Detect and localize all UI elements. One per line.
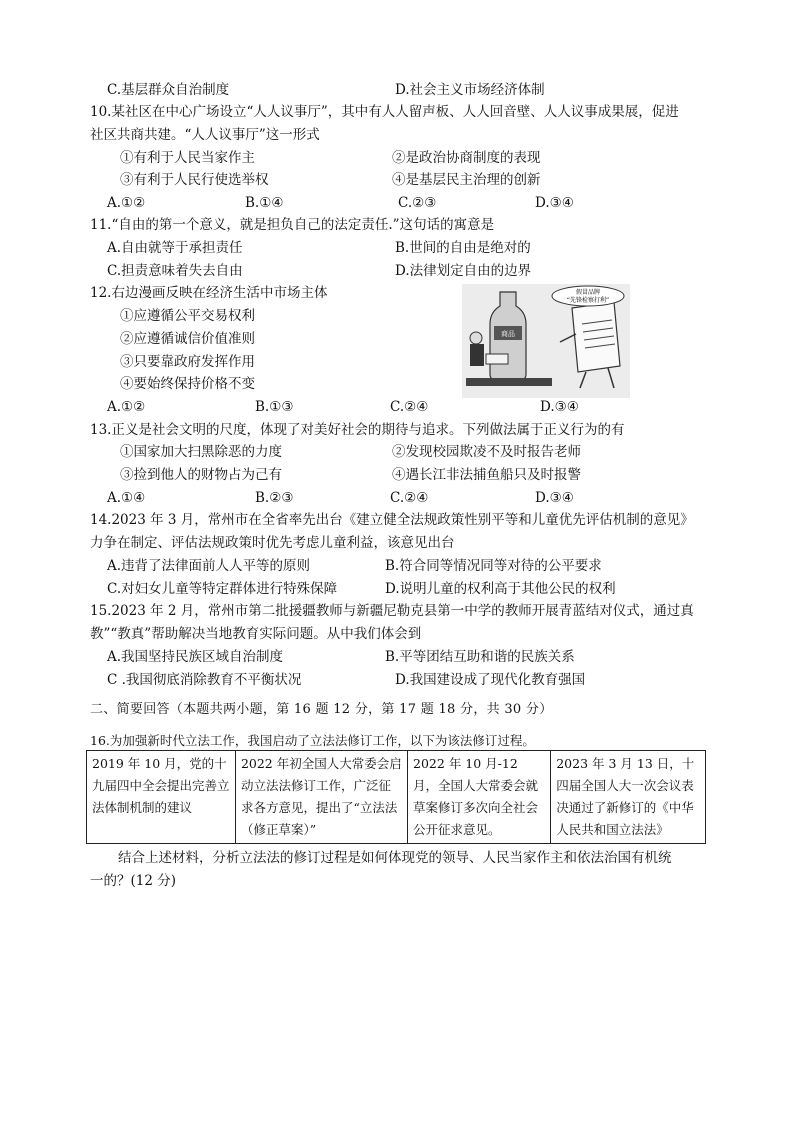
q13-statement-3: ③捡到他人的财物占为己有 — [120, 467, 282, 483]
q10-option-c: C.②③ — [398, 195, 437, 211]
q12-statement-2: ②应遵循诚信价值准则 — [120, 331, 255, 347]
q15-stem-line1: 15.2023 年 2 月，常州市第二批援疆教师与新疆尼勒克县第一中学的教师开展青蓝结对仪式，通过真 — [90, 603, 694, 619]
q13-statement-2: ②发现校园欺凌不及时报告老师 — [392, 444, 581, 460]
q10-statement-3: ③有利于人民行使选举权 — [120, 172, 269, 188]
q10-statement-1: ①有利于人民当家作主 — [120, 150, 255, 166]
section-2-heading: 二、简要回答（本题共两小题，第 16 题 12 分，第 17 题 18 分，共 30 分） — [90, 702, 553, 717]
q12-option-d: D.③④ — [540, 399, 579, 415]
q13-statement-1: ①国家加大扫黑除恶的力度 — [120, 444, 282, 460]
q16-cell-2022-early: 2022 年初全国人大常委会启动立法法修订工作，广泛征求各方意见，提出了“立法法（修正草案）” — [235, 751, 407, 844]
q16-question-line1: 结合上述材料，分析立法法的修订过程是如何体现党的领导、人民当家作主和依法治国有机统 — [118, 850, 672, 866]
q12-statement-1: ①应遵循公平交易权利 — [120, 308, 255, 324]
q13-stem: 13.正义是社会文明的尺度，体现了对美好社会的期待与追求。下列做法属于正义行为的有 — [90, 422, 625, 438]
q11-option-c: C.担责意味着失去自由 — [107, 263, 243, 279]
q16-cell-2023: 2023 年 3 月 13 日，十四届全国人大一次会议表决通过了新修订的《中华人民共和国立法法》 — [551, 751, 706, 844]
q10-stem-line1: 10.某社区在中心广场设立“人人议事厅”，其中有人人留声板、人人回音壁、人人议事成果展，促进 — [90, 104, 679, 120]
q12-option-a: A.①② — [107, 399, 146, 415]
q10-option-b: B.①④ — [245, 195, 284, 211]
q16-intro: 16.为加强新时代立法工作，我国启动了立法法修订工作，以下为该法修订过程。 — [90, 733, 535, 748]
q12-option-c: C.②④ — [390, 399, 429, 415]
q14-option-c: C.对妇女儿童等特定群体进行特殊保障 — [107, 581, 338, 597]
q9-option-c: C.基层群众自治制度 — [107, 82, 230, 98]
q14-stem-line1: 14.2023 年 3 月，常州市在全省率先出台《建立健全法规政策性别平等和儿童优先评估机制的意见》 — [90, 512, 694, 528]
q11-option-b: B.世间的自由是绝对的 — [395, 240, 531, 256]
q10-stem-line2: 社区共商共建。“人人议事厅”这一形式 — [90, 127, 320, 143]
q16-cell-2019: 2019 年 10 月，党的十九届四中全会提出完善立法体制机制的建议 — [87, 751, 236, 844]
cartoon-bubble-line1: 假冒品牌 — [575, 289, 601, 296]
q15-option-a: A.我国坚持民族区域自治制度 — [107, 649, 284, 665]
svg-text:商品: 商品 — [501, 330, 515, 338]
q12-stem: 12.右边漫画反映在经济生活中市场主体 — [90, 285, 328, 301]
q11-option-a: A.自由就等于承担责任 — [107, 240, 243, 256]
q16-timeline-table — [86, 750, 706, 844]
q15-option-b: B.平等团结互助和谐的民族关系 — [385, 649, 575, 665]
q9-option-d: D.社会主义市场经济体制 — [395, 82, 545, 98]
q10-option-a: A.①② — [107, 195, 146, 211]
q15-option-c: C .我国彻底消除教育不平衡状况 — [107, 672, 302, 688]
q15-stem-line2: 教”“教真”帮助解决当地教育实际问题。从中我们体会到 — [90, 626, 422, 642]
q10-statement-2: ②是政治协商制度的表现 — [392, 150, 541, 166]
q11-option-d: D.法律划定自由的边界 — [395, 263, 532, 279]
q11-stem: 11.“自由的第一个意义，就是担负自己的法定责任.”这句话的寓意是 — [90, 217, 495, 233]
q10-option-d: D.③④ — [535, 195, 574, 211]
cartoon-illustration — [462, 284, 630, 398]
q12-option-b: B.①③ — [255, 399, 294, 415]
q13-option-b: B.②③ — [255, 490, 294, 506]
q15-option-d: D.我国建设成了现代化教育强国 — [395, 672, 586, 688]
q13-option-d: D.③④ — [535, 490, 574, 506]
q12-statement-4: ④要始终保持价格不变 — [120, 376, 255, 392]
q13-option-c: C.②④ — [390, 490, 429, 506]
q16-question-line2: 一的？(12 分) — [90, 873, 177, 889]
q12-statement-3: ③只要靠政府发挥作用 — [120, 354, 255, 370]
q14-option-d: D.说明儿童的权利高于其他公民的权利 — [385, 581, 616, 597]
q14-option-b: B.符合同等情况同等对待的公平要求 — [385, 558, 602, 574]
q10-statement-4: ④是基层民主治理的创新 — [392, 172, 541, 188]
q13-option-a: A.①④ — [107, 490, 146, 506]
q13-statement-4: ④遇长江非法捕鱼船只及时报警 — [392, 467, 581, 483]
q12-cartoon-image — [462, 284, 630, 398]
q14-option-a: A.违背了法律面前人人平等的原则 — [107, 558, 311, 574]
q16-cell-2022-oct-dec: 2022 年 10 月-12 月，全国人大常委会就草案修订多次向全社会公开征求意见。 — [408, 751, 551, 844]
q14-stem-line2: 力争在制定、评估法规政策时优先考虑儿童利益，该意见出台 — [90, 535, 455, 551]
cartoon-bubble-line2: “先锋检察打利” — [566, 297, 610, 304]
